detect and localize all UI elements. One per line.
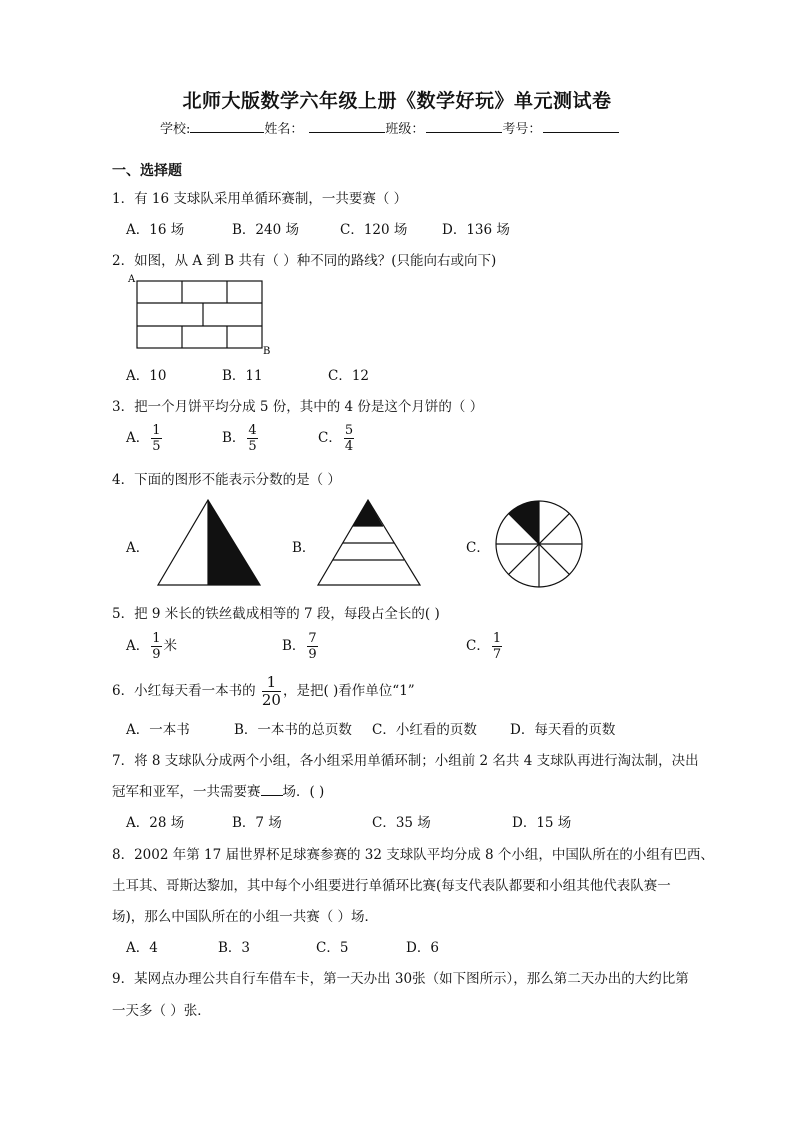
name-label: 姓名： — [264, 122, 304, 137]
option-letter: B． — [222, 430, 246, 446]
numerator: 1 — [152, 423, 161, 438]
numerator: 4 — [248, 423, 257, 438]
question-text: 某网点办理公共自行车借车卡，第一天办出 30张（如下图所示），那么第二天办出的大约比第 — [134, 971, 689, 987]
fraction — [247, 424, 257, 453]
question-text: 如图，从 A 到 B 共有（ ）种不同的路线？(只能向右或向下) — [134, 253, 497, 269]
q3-option-a — [126, 424, 164, 453]
triangle-layered-figure — [316, 497, 422, 589]
q5-option-c — [466, 632, 504, 661]
denominator: 5 — [248, 439, 257, 454]
question-9-line-2: 一天多（ ）张． — [112, 1003, 211, 1019]
q2-option-c: C．12 — [328, 368, 370, 384]
denominator: 4 — [344, 439, 354, 454]
question-text: 冠军和亚军，一共需要赛 — [112, 784, 261, 800]
grid-path-figure — [126, 272, 276, 358]
question-number: 5． — [112, 606, 135, 622]
q6-option-d: D．每天看的页数 — [510, 722, 616, 738]
shaded-sector — [509, 501, 539, 544]
option-letter: A． — [126, 638, 150, 654]
numerator: 7 — [308, 631, 317, 646]
q4-option-a-label: A． — [126, 540, 150, 556]
option-unit: 米 — [163, 638, 178, 654]
numerator: 1 — [262, 675, 281, 692]
question-number: 7． — [112, 753, 135, 769]
question-text: ，是把( )看作单位“1” — [282, 683, 415, 699]
fraction — [344, 424, 354, 453]
exam-no-label: 考号： — [502, 122, 542, 137]
class-label: 班级： — [385, 122, 425, 137]
circle-eighths-figure — [494, 499, 584, 589]
option-letter: C． — [318, 430, 342, 446]
question-8-line-3: 场)，那么中国队所在的小组一共赛（ ）场． — [112, 909, 379, 925]
page-title: 北师大版数学六年级上册《数学好玩》单元测试卷 — [182, 90, 612, 112]
fraction — [262, 675, 281, 708]
triangle-half-shaded-figure — [156, 497, 262, 589]
denominator: 9 — [308, 647, 317, 662]
question-number: 2． — [112, 253, 135, 269]
question-number: 1． — [112, 191, 135, 207]
q8-option-a: A．4 — [126, 940, 158, 956]
question-2 — [112, 249, 496, 269]
q8-option-d: D．6 — [406, 940, 439, 956]
q5-option-b — [282, 632, 320, 661]
question-number: 8． — [112, 847, 135, 863]
question-4 — [112, 468, 341, 488]
exam-no-blank — [543, 120, 619, 133]
q6-option-b: B．一本书的总页数 — [234, 722, 352, 738]
fraction — [492, 632, 502, 661]
student-info-line — [160, 118, 619, 137]
denominator: 7 — [492, 647, 502, 662]
answer-blank — [261, 783, 283, 796]
question-number: 6． — [112, 683, 135, 699]
question-5 — [112, 602, 440, 622]
numerator: 1 — [492, 631, 502, 646]
q4-option-c-label: C． — [466, 540, 490, 556]
q4-option-b-label: B． — [292, 540, 316, 556]
q1-option-c: C．120 场 — [340, 222, 408, 238]
school-blank — [190, 120, 264, 133]
q6-option-c: C．小红看的页数 — [372, 722, 477, 738]
question-number: 4． — [112, 472, 135, 488]
fraction — [151, 632, 161, 661]
name-blank — [309, 120, 385, 133]
question-number: 9． — [112, 971, 135, 987]
class-blank — [426, 120, 502, 133]
question-8-line-2: 土耳其、哥斯达黎加，其中每个小组要进行单循环比赛(每支代表队都要和小组其他代表队赛一 — [112, 878, 671, 894]
section-title: 一、选择题 — [112, 163, 182, 179]
q1-option-b: B．240 场 — [232, 222, 299, 238]
option-letter: C． — [466, 638, 490, 654]
numerator: 1 — [152, 631, 161, 646]
question-7-line-2 — [112, 780, 324, 800]
q8-option-c: C．5 — [316, 940, 349, 956]
option-letter: B． — [282, 638, 306, 654]
grid-outline — [137, 281, 262, 348]
q2-option-b: B．11 — [222, 368, 263, 384]
question-text: 下面的图形不能表示分数的是（ ） — [134, 472, 341, 488]
question-1 — [112, 187, 407, 207]
q3-option-b — [222, 424, 260, 453]
q7-option-b: B．7 场 — [232, 815, 282, 831]
question-text: 把一个月饼平均分成 5 份，其中的 4 份是这个月饼的（ ） — [134, 399, 484, 415]
denominator: 5 — [152, 439, 161, 454]
q2-option-a: A．10 — [126, 368, 167, 384]
question-3 — [112, 395, 483, 415]
question-text: 将 8 支球队分成两个小组，各小组采用单循环制；小组前 2 名共 4 支球队再进行淘汰制，决出 — [134, 753, 699, 769]
question-9-line-1 — [112, 967, 689, 987]
question-7-line-1 — [112, 749, 699, 769]
school-label: 学校: — [160, 122, 191, 137]
q5-option-a — [126, 632, 177, 661]
question-number: 3． — [112, 399, 135, 415]
numerator: 5 — [344, 423, 354, 438]
question-text: 把 9 米长的铁丝截成相等的 7 段，每段占全长的( ) — [134, 606, 440, 622]
denominator: 9 — [152, 647, 161, 662]
point-b-label: B — [263, 346, 271, 357]
fraction — [307, 632, 317, 661]
q7-option-c: C．35 场 — [372, 815, 431, 831]
question-text: 有 16 支球队采用单循环赛制，一共要赛（ ） — [134, 191, 408, 207]
q6-option-a: A．一本书 — [126, 722, 190, 738]
question-text: 场．( ) — [282, 784, 325, 800]
point-a-label: A — [128, 274, 136, 285]
q8-option-b: B．3 — [218, 940, 251, 956]
fraction — [151, 424, 161, 453]
question-text: 小红每天看一本书的 — [134, 683, 256, 699]
question-6 — [112, 675, 415, 708]
option-letter: A． — [126, 430, 150, 446]
q1-option-a: A．16 场 — [126, 222, 185, 238]
q1-option-d: D．136 场 — [442, 222, 510, 238]
question-8-line-1 — [112, 843, 714, 863]
denominator: 20 — [261, 691, 281, 709]
shaded-top — [353, 500, 383, 526]
q7-option-a: A．28 场 — [126, 815, 185, 831]
question-text: 2002 年第 17 届世界杯足球赛参赛的 32 支球队平均分成 8 个小组，中国队所在的小组有巴西、 — [134, 847, 714, 863]
q7-option-d: D．15 场 — [512, 815, 572, 831]
q3-option-c — [318, 424, 356, 453]
